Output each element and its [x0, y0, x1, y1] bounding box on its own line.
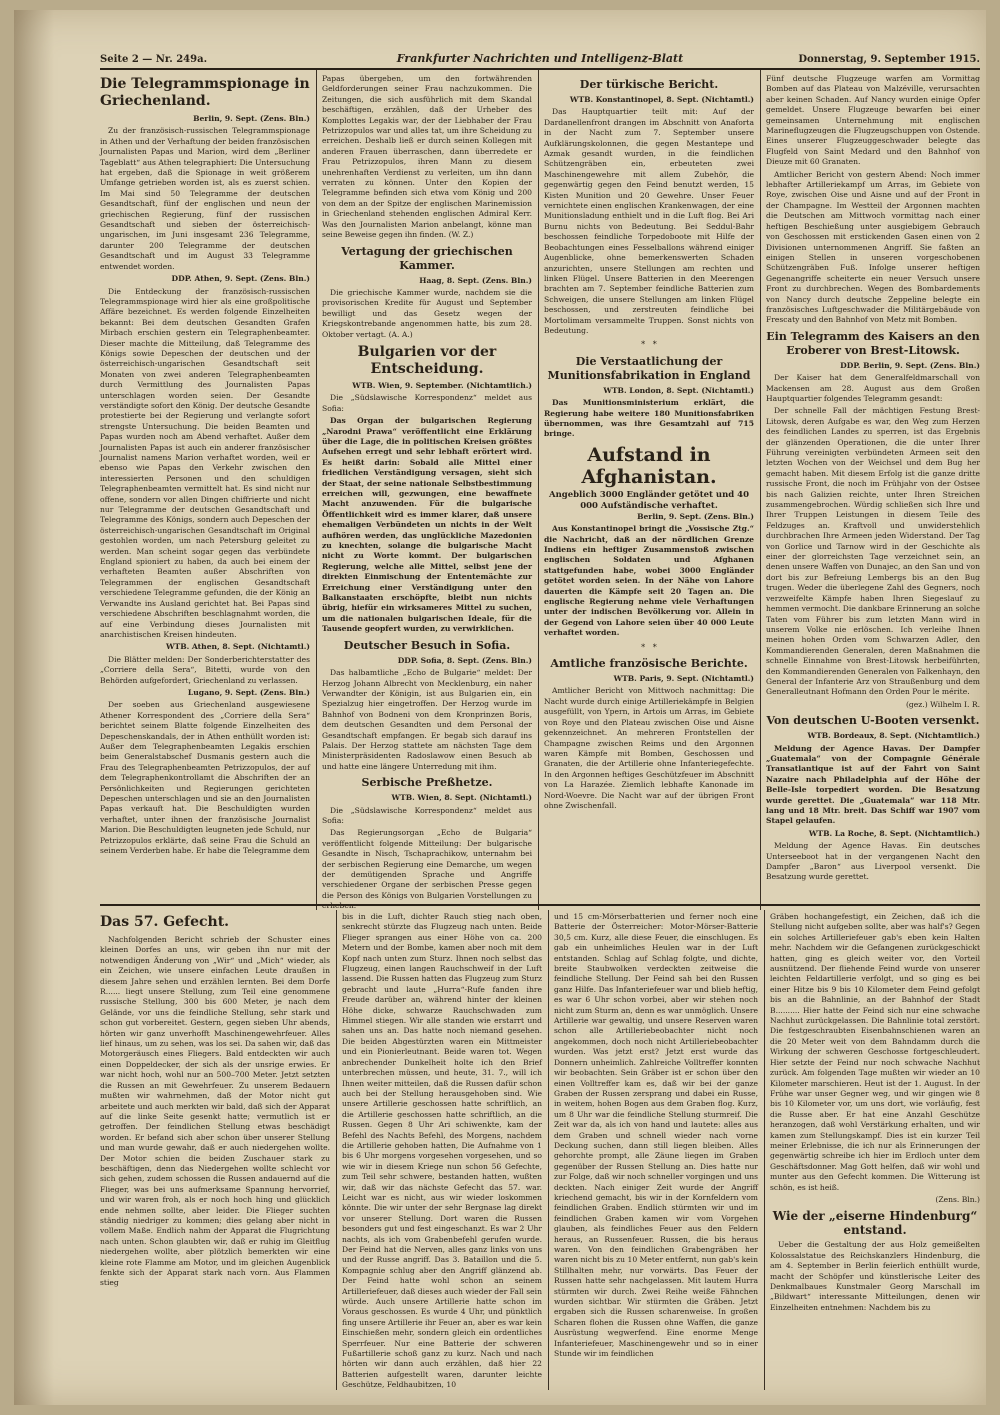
article-paragraph: bis in die Luft, dichter Rauch stieg nach oben, senkrecht stürzte das Flugzeug nach unten. Beide Flieger sprangen aus einer Höhe von ca. 200 Metern und der Bombe, kamen aber noch mit dem Kopf nach unten zum Sturz. Ihnen noch selbst das Flugzeug, einen langen Rauchschweif in der Luft lassend. Die Russen hatten das Flugzeug zum Sturz gebracht und laute „Hurra“-Rufe fanden ihre Freude darüber an, während hinter der kleinen Höhe dicke, schwarze Rauchschwaden zum Himmel stiegen. Wir alle standen wie erstarrt und sahen uns an. Das hatte noch niemand gesehen. Die beiden Abgestürzten waren ein Mittmeister und ein Pionierleutnant. Beide waren tot. Wegen anbrechender Dunkelheit holte ich den Brief unterbrechen müssen, und heute, 31. 7., will ich Ihnen weiter mitteilen, daß die Russen dafür schon auch bei der Stellung herausgehoben sind. Wie unsere Artillerie geschossen hatte schriftlich, an die Artillerie geschossen hatte schriftlich, an die Russen. Gegen 8 Uhr Ari schiwenkte, kam der Befehl des Nachts Befehl, des Morgens, nachdem die Artillerie gehoben hatten, Die Aufnahme von 1 bis 6 Uhr morgens vorgesehen vorgesehen, und so wie wir in diesem Kriege nun schon 56 Gefechte, zum Teil sehr schwere, bestanden hatten, wußten wir, daß wir das nächste Gefecht das 57. war. Leicht war es nicht, aus wir wieder loskommen könnte. Die wir unter der sehr Bergnase lag direkt vor unserer Stellung. Dort waren die Russen besonders gut und fest eingeschanzt. Es war 2 Uhr nachts, als ich vom Grabenbefehl gerufen wurde. Der Feind hat die Nerven, alles ganz links von uns und der Russe angriff. Das 3. Bataillon und die 5. Kompagnie schlug aber den Angriff glänzend ab. Der Feind hatte wohl schon an seinem Artilleriefeuer, daß dieses auch wieder der Fall sein würde. Auch unsere Artillerie hatte schon im Voraus geschossen. Es wurde 4 Uhr, und pünktlich fing unsere Artillerie ihr Feuer an, aber es war kein Einschießen mehr, sondern gleich ein ordentliches Sperrfeuer. Nur eine Batterie der schweren Fußartillerie schoß ganz zu kurz. Nach und nach hörten wir dann auch erzählen, daß hier 22 Batterien aufgestellt waren, darunter leichte Geschütze, Feldhaubitzen, 10: [342, 912, 542, 1390]
article-title-vertagung: Vertagung der griechischen Kammer.: [341, 244, 513, 272]
article-title-pressehetze: Serbische Preßhetze.: [361, 776, 493, 790]
section-divider: [100, 904, 980, 906]
article-paragraph: und 15 cm-Mörserbatterien und ferner noch eine Batterie der Österreicher: Motor-Mörser-Batterie 30,5 cm. Kurz, alle diese Feuer, die einschlugen. Es gab ein unheimliches Heulen war in der Luft entstanden. Schlag auf Schlag folgte, und dichte, breite Staubwolken verdeckten zeitweise die feindliche Stellung. Der Feind sah bei den Russen ganz Hilfe. Das Infanteriefeuer war und blieb heftig, es war 6 Uhr schon vorbei, aber wir stehen noch nicht zum Sturm an, denn es war unmöglich. Unsere Artillerie war gewaltig, und unsere Reserven waren schon alle Artilleriebeobachter nicht noch angekommen, doch noch nicht Artilleriebeobachter wurden. Was jetzt erst? Jetzt erst wurde das Donnern unheimlich. Zahlreiche Volltreffer konnten wir beobachten. Sein Gräber ist er schon über den einen Volltreffer kam es, daß wir bei der ganze Graben der Russen zersprang und dabei ein Russe, in weitem, hohen Bogen aus dem Graben flog. Kurz, um 8 Uhr war die feindliche Stellung sturmreif. Die Zeit war da, als ich von hand und lautete: alles aus dem Graben und schnell wieder nach vorne Deckung suchen, dann still liegen bleiben. Alles gehorchte prompt, alle Zäune liegen im Graben gegenüber der Russen Stellung an. Dies hatte nur zur Folge, daß wir noch schneller vorgingen und uns deckten. Nach einiger Zeit wurde der Angriff kriechend gemacht, bis wir in der Kornfeldern vom feindlichen Graben. Endlich stürmten wir und im feindlichen Graben kamen wir vom Vorgehen glauben, als feindliches Feuer aus den Feldern heraus, an Russenfeuer. Russen, die bis heraus waren. Von den feindlichen Grabengräben her waren nicht bis zu 10 Meter entfernt, nun gab's kein Stillhalten mehr, nur vorwärts. Das Feuer der Russen hatte sehr nachgelassen. Mit lautem Hurra stürmten wir durch. Zwei Reihe weiße Fähnchen wurden sichtbar. Wir stürmten die Gräben. Jetzt ergaben sich die Russen scharenweise. In großen Scharen flohen die Russen ohne Waffen, die ganze Ausrüstung wegwerfend. Eine enorme Menge Infanteriefeuer, Maschinengewehr und so in einer Stunde wir im feindlichen: [554, 912, 758, 1359]
column-1: [100, 74, 310, 900]
article-title-telegrammspionage: Die Telegrammspionage in Griechenland.: [100, 76, 310, 109]
article-paragraph: Zu der französisch-russischen Telegrammspionage in Athen und der Verhaftung der beiden französischen Journalisten Papas und Marion, wird dem „Berliner Tageblatt“ aus Athen telegraphiert: Die Untersuchung hat ergeben, daß die Spionage in weit größerem Umfange getrieben worden ist, als es zuerst schien. Im Mai sind 50 Telegramme der deutschen Gesandtschaft, fünf der englischen und neun der griechischen Regierung, fünf der russischen Gesandtschaft und sieben der österreichisch-ungarischen, im Juni insgesamt 236 Telegramme, darunter 200 Telegramme der deutschen Gesandtschaft und im August 33 Telegramme entwendet worden.: [100, 126, 310, 271]
dateline: WTB. Wien, 8. Sept. (Nichtamtl.): [391, 793, 532, 803]
article-paragraph: Die griechische Kammer wurde, nachdem sie die provisorischen Kredite für August und September bewilligt und das Gesetz wegen der Kriegskontrebande angenommen hatte, bis zum 28. Oktober vertagt. (A. A.): [322, 287, 532, 339]
dateline: WTB. Wien, 9. September. (Nichtamtlich.): [352, 380, 532, 390]
column-3: [544, 74, 754, 900]
article-paragraph: Das Organ der bulgarischen Regierung „Narodni Prawa“ veröffentlicht eine Erklärung über die Lage, die in politischen Kreisen größtes Aufsehen erregt und sehr lebhaft erörtert wird. Es heißt darin: Sobald alle Mittel einer friedlichen Verständigung versagen, sieht sich der Staat, der seine nationale Selbstbestimmung erreichen will, gezwungen, eine bewaffnete Macht anzuwenden. Für die bulgarische Öffentlichkeit wird es immer klarer, daß unsere ehemaligen Verbündeten un nichts in der Welt aufhören werden, das unglückliche Mazedonien zu knechten, solange die bulgarische Macht nicht zu Worte kommt. Der bulgarischen Regierung, welche alle Mittel, selbst jene der direkten Einmischung der Ententemächte zur Erreichung einer Verständigung unter den Balkanstaaten erschöpfte, bleibt nun nichts übrig, hiefür ein wirksameres Mittel zu suchen, um die nationalen bulgarischen Ideale, für die Tausende geopfert wurden, zu verwirklichen.: [322, 416, 532, 634]
article-paragraph: Meldung der Agence Havas. Der Dampfer „Guatemala“ von der Compagnie Générale Transatlantique ist auf der Fahrt von Saint Nazaire nach Philadelphia auf der Höhe der Belle-Isle torpediert worden. Die Besatzung wurde gerettet. Die „Guatemala“ war 118 Mtr. lang und 18 Mtr. breit. Das Schiff war 1907 vom Stapel gelaufen.: [766, 743, 980, 826]
dateline: WTB. London, 8. Sept. (Nichtamtl.): [603, 385, 754, 395]
article-title-verstaatlichung: Die Verstaatlichung der Munitionsfabrikation in England: [547, 354, 751, 382]
signature: (gez.) Wilhelm I. R.: [905, 699, 980, 709]
article-paragraph: Die Blätter melden: Der Sonderberichterstatter des „Corriere della Sera“, Bitetti, wurde von den Behörden aufgefordert, Griechenland zu verlassen.: [100, 654, 310, 685]
article-paragraph: Amtlicher Bericht von gestern Abend: Noch immer lebhafter Artilleriekampf um Arras, im Gebiete von Roye, zwischen Oise und Aisne und auf der Front in der Champagne. Im Westteil der Argonnen machten die Deutschen am Mittwoch vormittag nach einer heftigen Beschießung unter ausgiebigem Gebrauch von Geschossen mit erstickenden Gasen einen von 2 Divisionen unternommenen Angriff. Sie faßten an einigen Stellen in unseren vorgeschobenen Schützengräben Fuß. Infolge unserer heftigen Gegenangriffe scheiterte ein neuer Versuch unsere Front zu durchbrechen. Wegen des Bombardements von Nancy durch deutsche Zeppeline belegte ein französisches Luftgeschwader die Militärgebäude von Frescaty und den Bahnhof von Metz mit Bomben.: [766, 169, 980, 325]
column-rule: [764, 910, 765, 1390]
dateline: WTB. Athen, 8. Sept. (Nichtamtl.): [166, 642, 310, 652]
article-paragraph: Aus Konstantinopel bringt die „Vossische Ztg.“ die Nachricht, daß an der nördlichen Grenze Indiens ein heftiger Zusammenstoß zwischen englischen Soldaten und Afghanen stattgefunden habe, wobei 3000 Engländer getötet worden seien. In der Nähe von Lahore dauerten die Kämpfe seit 20 Tagen an. Die englische Regierung nehme viele Verhaftungen unter der indischen Bevölkerung vor. Allein in der Gegend von Lahore seien über 40 000 Leute verhaftet worden.: [544, 524, 754, 638]
column-rule: [760, 70, 761, 910]
article-paragraph: Papas übergeben, um den fortwährenden Geldforderungen seiner Frau nachzukommen. Die Zeitungen, die sich ausführlich mit dem Skandal beschäftigen, erzählen, daß der Urheber des Komplottes Legakis war, der der Liebhaber der Frau Petrizzopulos war und alles tat, um ihre Scheidung zu erreichen. Deshalb ließ er durch seinen Kollegen mit anderen Frauen überraschen, dann überredete er Frau Petrizzopulos, ihren Mann zu diesem unehrenhaften Verdienst zu verleiten, um ihn dann verraten zu können. Unter den Kopien der Telegramme befinden sich etwa vom König und 200 von dem an der Spitze der englischen Marinemission in Griechenland stehenden englischen Admiral Kerr. Was den Journalisten Marion anbelangt, könne man seine Beweise gegen ihn finden. (W. Z.): [322, 74, 532, 240]
dateline: Lugano, 9. Sept. (Zens. Bln.): [187, 687, 310, 697]
article-paragraph: Gräben hochangefestigt, ein Zeichen, daß ich die Stellung nicht aufgeben sollte, aber was half's? Gegen ein solches Artilleriefeuer gab's eben kein Halten mehr. Nachdem wir die Gefangenen zurückgeschickt hatten, ging es gleich weiter vor, den Vorteil ausnützend. Der fliehende Feind wurde von unserer leichten Feldartillerie verfolgt, und so ging es bei einer Hitze bis 9 bis 10 Kilometer dem Feind gefolgt bis an die Bahnlinie, an der Bahnhof der Stadt B.......... Hier hatte der Feind sich nur eine schwache Nachhut zurückgelassen. Die Bahnlinie total zerstört. Die festgeschraubten Eisenbahnschienen waren an die 20 Meter weit von dem Bahndamm durch die Wirkung der schweren Geschosse fortgeschleudert. Hier setzte der Feind nur noch schwache Nachhut zurück. Am folgenden Tage mußten wir wieder an 10 Kilometer marschieren. Heut ist der 1. August. In der Frühe war unser Gegner weg, und wir gingen wie 8 bis 10 Kilometer vor, um uns dort, wie vorläufig, fest die Russe aber. Er hat eine Anzahl Geschütze heranzogen, daß wohl Verstärkung erhalten, und wir kamen zum Stellungskampf. Dies ist ein kurzer Teil meiner Erlebnisse, die ich nur als Erinnerungen der gegenwärtig schreibe ich hier im Erdloch unter dem Geschäftsdonner. Mag Gott helfen, daß wir wohl und munter aus den Gefecht kommen. Die Witterung ist schön, es ist heiß.: [770, 912, 980, 1192]
feuilleton-column-4: [770, 912, 980, 1390]
article-title-kaiser: Ein Telegramm des Kaisers an den Eroberer von Brest-Litowsk.: [766, 329, 980, 357]
column-rule: [548, 910, 549, 1390]
dateline: DDP. Sofia, 8. Sept. (Zens. Bln.): [397, 655, 532, 665]
column-2: [322, 74, 532, 911]
article-paragraph: Die „Südslawische Korrespondenz“ meldet aus Sofia:: [322, 393, 532, 413]
dateline: Berlin, 9. Sept. (Zens. Bln.): [637, 511, 754, 521]
article-paragraph: Das Hauptquartier teilt mit: Auf der Dardanellenfront drangen im Abschnitt von Anaforta in der Nacht zum 7. September unsere Aufklärungskolonnen, die gegen Mestantepe und Azmak gesandt wurden, in die feindlichen Schützengräben ein, erbeuteten zwei Maschinengewehre mit allem Zubehör, die gegenwärtig gegen den Feind benutzt werden, 15 Kisten Munition und 20 Gewehre. Unser Feuer vernichtete einen englischen Krankenwagen, der eine Munitionsladung enthielt und in die Luft flog. Bei Ari Burnu nichts von Bedeutung. Bei Seddul-Bahr beschossen feindliche Torpedoboote mit Hilfe der Beobachtungen eines Fesselballons während einiger Augenblicke, ohne bemerkenswerten Schaden anzurichten, unsere Stellungen am rechten und linken Flügel. Unsere Batterien in den Meerengen brachten am 7. September feindliche Batterien zum Schweigen, die unsere Stellungen am linken Flügel beschossen, und zerstreuten feindliche bei Mortolimam versammelte Truppen. Sonst nichts von Bedeutung.: [544, 107, 754, 335]
article-title-gefecht: Das 57. Gefecht.: [100, 914, 230, 930]
article-title-besuch: Deutscher Besuch in Sofia.: [343, 638, 511, 652]
article-title-hindenburg: Wie der „eiserne Hindenburg“ entstand.: [772, 1209, 978, 1238]
article-paragraph: Das halbamtliche „Echo de Bulgarie“ meldet: Der Herzog Johann Albrecht von Mecklenburg, ein naher Verwandter der Königin, ist aus Bulgarien ein, ein Spezialzug hier eingetroffen. Der Herzog wurde im Bahnhof von Bodneni von dem Kronprinzen Boris, dem deutschen Gesandten und dem Personal der Gesandtschaft empfangen. Er begab sich darauf ins Palais. Der Herzog stattete am nächsten Tage dem Ministerpräsidenten Radoslawow einen Besuch ab und hatte eine längere Unterredung mit ihm.: [322, 668, 532, 771]
feuilleton-column-1: [100, 912, 330, 1390]
article-paragraph: Das Regierungsorgan „Echo de Bulgaria“ veröffentlicht folgende Mitteilung: Der bulgarische Gesandte in Nisch, Tschaprachikow, unternahm bei der serbischen Regierung eine Demarche, um wegen der demütigenden Sprache und Angriffe verschiedener Organe der serbischen Presse gegen die Person des Königs von Bulgarien Vorstellungen zu erheben.: [322, 828, 532, 911]
feuilleton-column-2: [342, 912, 542, 1390]
censor-note: (Zens. Bln.): [935, 1194, 980, 1204]
article-title-tuerkisch: Der türkische Bericht.: [579, 78, 719, 91]
dateline: DDP. Berlin, 9. Sept. (Zens. Bln.): [840, 360, 980, 370]
article-paragraph: Die „Südslawische Korrespondenz“ meldet aus Sofia:: [322, 805, 532, 825]
dateline: WTB. Konstantinopel, 8. Sept. (Nichtamtl.): [569, 95, 754, 104]
column-4: [766, 74, 980, 900]
page-number: Seite 2 — Nr. 249a.: [100, 54, 208, 65]
column-rule: [538, 70, 539, 910]
page-fold-shadow: [14, 10, 54, 1405]
page-header: [100, 46, 980, 70]
article-paragraph: Ueber die Gestaltung der aus Holz gemeißelten Kolossalstatue des Reichskanzlers Hindenburg, die am 4. September in Berlin feierlich enthüllt wurde, macht der Schöpfer und künstlerische Leiter des Denkmalbaues Kunstmaler Georg Marschall im „Bildwart“ interessante Mitteilungen, denen wir Einzelheiten entnehmen: Nachdem bis zu: [770, 1240, 980, 1312]
dateline: WTB. Paris, 9. Sept. (Nichtamtl.): [613, 674, 754, 684]
article-title-franzoesisch: Amtliche französische Berichte.: [550, 657, 748, 671]
dateline: Haag, 8. Sept. (Zens. Bln.): [419, 275, 532, 285]
article-paragraph: Amtlicher Bericht von Mittwoch nachmittag: Die Nacht wurde durch einige Artilleriekämpfe in Belgien ausgefüllt, von Ypern, in Artois um Arras, im Gebiete von Roye und den Plateau zwischen Oise und Aisne gekennzeichnet. An mehreren Frontstellen der Champagne zwischen Reims und den Argonnen waren Kämpfe mit Bomben, Geschossen und Granaten, die der Artillerie ohne Infanteriegefechte. In den Argonnen heftiges Geschützfeuer im Abschnitt von La Harazée. Ziemlich lebhafte Kanonade im Nord-Woevre. Die Nacht war auf der übrigen Front ohne Zwischenfall.: [544, 686, 754, 810]
dateline: WTB. La Roche, 8. Sept. (Nichtamtlich.): [808, 828, 980, 838]
dateline: WTB. Bordeaux, 8. Sept. (Nichtamtlich.): [807, 731, 980, 741]
article-paragraph: Der soeben aus Griechenland ausgewiesene Athener Korrespondent des „Corriere della Sera“ berichtet seinem Blatte folgende Einzelheiten des Depeschenskandals, der in Athen enthüllt worden ist: Außer dem Telegraphenbeamten Legakis erschien beim Generalstabschef Dusmanis gestern auch die Frau des Telegraphenbeamten Petrizzopulos, der auf dem Telegraphenkontrollamt die Abschriften der an Persönlichkeiten und Regierungen gerichteten Depeschen unterschlagen und sie an den Journalisten Papas verkauft hat. Die Beschuldigten wurden verhaftet, unter ihnen der französische Journalist Marion. Die Beschuldigten leugneten jede Schuld, nur Petrizzopulos erklärte, daß seine Frau die Schuld an seinem Verderben habe. Er habe die Telegramme dem: [100, 700, 310, 856]
separator-stars: * *: [641, 642, 657, 652]
article-paragraph: Nachfolgenden Bericht schrieb der Schuster eines kleinen Dorfes an uns, wir geben ihn nur mit der notwendigen Änderung von „Wir“ und „Mich“ wieder, als ein Zeichen, wie unsere einfachen Leute draußen in diesem Jahre sehen und erzählen lernten. Bei dem Dorfe R...... liegt unsere Stellung, zum Teil eine genommene russische Stellung, 300 bis 600 Meter, je nach dem Gelände, vor uns die feindliche Stellung, sehr stark und schon gut vorbereitet. Gestern, gegen sieben Uhr abends, hörten wir ganz unverhofft Maschinengewehrfeuer. Alles lief hinaus, um zu sehen, was los sei. Da sahen wir, daß das Motorgeräusch eines Fliegers. Bald entdeckten wir auch einen Doppeldecker, der sich als der unsrige erwies. Er war nicht hoch, wohl nur an 500–700 Meter. Jetzt setzten die Russen an mit Gewehrfeuer. Zu unserem Bedauern mußten wir wahrnehmen, daß der Motor nicht gut arbeitete und auch merkten wir bald, daß sich der Apparat auf die linke Seite gesenkt hatte; vermutlich ist er getroffen. Der feindlichen Stellung etwas beschädigt worden. Er befand sich aber schon über unserer Stellung und man wurde gewahr, daß er auch niedergehen wollte. Der Motor schien die beiden Zuschauer stark zu beschäftigen, denn das Niedergehen wollte schlecht vor sich gehen, zudem schossen die Russen andauernd auf die Flieger, was bei uns aufmerksame Spannung hervorrief, und wir waren froh, als er noch hoch hing und glücklich ende nehmen sollte, aber leider. Die Flieger suchten ständig niedriger zu kommen; dies gelang aber nicht in vollem Maße. Endlich nahm der Apparat die Flugrichtung nach unten. Schon glaubten wir, daß er ruhig im Gleitflug niedergehen wollte, aber plötzlich bemerkten wir eine kleine rote Flamme am Motor, und im gleichen Augenblick fenkte sich der Apparat stark nach vorn. Aus Flammen stieg: [100, 935, 330, 1288]
article-paragraph: Die Entdeckung der französisch-russischen Telegrammspionage wird hier als eine großpolitische Affäre bezeichnet. Es werden folgende Einzelheiten bekannt: Bei dem deutschen Gesandten Grafen Mirbach erschien gestern ein Telegraphenbeamter. Dieser machte die Mitteilung, daß Telegramme des Königs sowie Depeschen der deutschen und der österreichisch-ungarischen Gesandtschaft seit Monaten von zwei anderen Telegraphenbeamten durch Vermittlung des Journalisten Papas unterschlagen worden seien. Der Gesandte verständigte sofort den König. Der deutsche Gesandte protestierte bei der Regierung und verlangte sofort strengste Untersuchung. Die beiden Beamten und Papas wurden noch am Abend verhaftet. Außer dem Journalisten Papas ist auch ein anderer französischer Journalist namens Marion verhaftet worden, weil er ebenso wie Papas den Verkehr zwischen den interessierten Personen und den schuldigen Telegraphenbeamten vermittelt hat. Es sind nicht nur offene, sondern vor allen Dingen chiffrierte und nicht nur Telegramme der deutschen Gesandtschaft und Telegramme des Königs, sondern auch Depeschen der österreichisch-ungarischen Gesandtschaft im Original gestohlen worden, um nach Petersburg geleitet zu werden. Man scheint sogar gegen das verbündete England spioniert zu haben, da auch bei einem der verhafteten Beamten außer Abschriften von Telegrammen der englischen Gesandtschaft verschiedene Telegramme gefunden, die der König an Verwandte ins Ausland gerichtet hat. Bei Papas sind verschiedene Abschriften beschlagnahmt worden, die auf eine Verbindung dieses Journalisten mit anarchistischen Kreisen hindeuten.: [100, 286, 310, 639]
article-subtitle: Angeblich 3000 Engländer getötet und 40 000 Aufständische verhaftet.: [548, 489, 750, 511]
newspaper-page: [14, 10, 986, 1405]
newspaper-title: Frankfurter Nachrichten und Intelligenz-Blatt: [396, 52, 684, 65]
column-rule: [316, 70, 317, 910]
separator-stars: * *: [641, 340, 657, 350]
article-paragraph: Fünf deutsche Flugzeuge warfen am Vormittag Bomben auf das Plateau von Malzéville, verursachten aber keinen Schaden. Auf Nancy wurden einige Opfer gemeldet. Unsere Flugzeuge bewarfen bei einer gemeinsamen Unternehmung mit englischen Marineflugzeugen die Flugzeugschuppen von Ostende. Eines unserer Flugzeuggeschwader belegte das Flugfeld von Saint Medard und den Bahnhof von Dieuze mit 60 Granaten.: [766, 74, 980, 167]
column-rule: [336, 910, 337, 1390]
article-paragraph: Der schnelle Fall der mächtigen Festung Brest-Litowsk, deren Aufgabe es war, den Weg zum Herzen des feindlichen Landes zu sperren, ist das Ergebnis der glänzenden Operationen, die die unter Ihrer Führung vereinigten verbündeten Armeen seit den letzten Wochen von der Weichsel und dem Bug her gemacht haben. Mit diesem Erfolg ist die ganze dritte russische Front, die noch im Frühjahr von der Ostsee bis nach Galizien reichte, unter Ihren Streichen zusammengebrochen. Würdig schließen sich Ihre und Ihrer Truppen Leistungen in diesem Teile des Feldzuges an. Kraftvoll und unwiderstehlich durchbrachen Ihre Armeen jeden Widerstand. Der Tag von Gorlice und Tarnow wird in der Geschichte als einer der glorreichsten Tage verzeichnet sein, an denen unsere Waffen von Dunajec, an den San und von dort bis zur Befreiung Lembergs bis an den Bug trugen. Weder die überlegene Zahl des Gegners, noch verzweifelte Kämpfe haben Ihren Siegeslauf zu hemmen vermocht. Die dankbare Erinnerung an solche Taten vom Führer bis zum letzten Mann wird in unserem Volke nie erlöschen. Ich verleihe Ihnen meinen hohen Orden vom Schwarzen Adler, den Kommandierenden Generalen, deren Maßnahmen die schnelle Einnahme von Brest-Litowsk herbeiführten, den Kommandierenden Generalen von Falkenhayn, den General der Infanterie Arz von Straußenburg und dem Generalleutnant Hofmann den Orden Pour le mérite.: [766, 406, 980, 697]
dateline: Berlin, 9. Sept. (Zens. Bln.): [193, 114, 310, 123]
issue-date: Donnerstag, 9. September 1915.: [798, 54, 980, 65]
feuilleton-column-3: [554, 912, 758, 1390]
article-title-aufstand: Aufstand in Afghanistan.: [581, 443, 717, 488]
dateline: DDP. Athen, 9. Sept. (Zens. Bln.): [171, 274, 310, 284]
article-paragraph: Der Kaiser hat dem Generalfeldmarschall von Mackensen am 28. August aus dem Großen Hauptquartier folgendes Telegramm gesandt:: [766, 373, 980, 403]
article-paragraph: Meldung der Agence Havas. Ein deutsches Unterseeboot hat in der vergangenen Nacht den Dampfer „Baron“ aus Liverpool versenkt. Die Besatzung wurde gerettet.: [766, 841, 980, 882]
article-title-bulgarien: Bulgarien vor der Entscheidung.: [357, 343, 497, 377]
article-paragraph: Das Munitionsministerium erklärt, die Regierung habe weitere 180 Munitionsfabriken übernommen, was ihre Gesamtzahl auf 715 bringe.: [544, 398, 754, 439]
article-title-uboot: Von deutschen U-Booten versenkt.: [766, 714, 980, 728]
